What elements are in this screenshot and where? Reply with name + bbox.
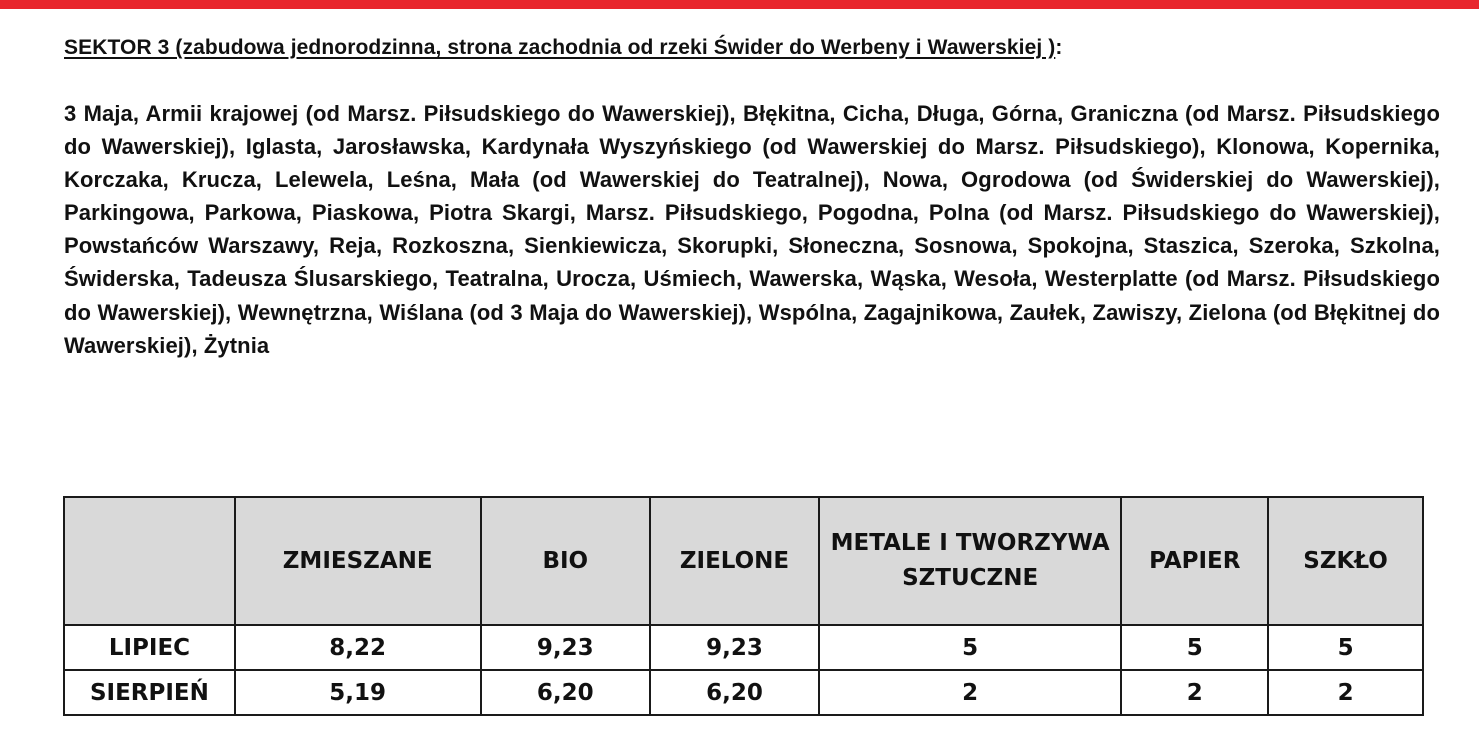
sector-heading-text: SEKTOR 3 (zabudowa jednorodzinna, strona zachodnia od rzeki Świder do Werbeny i Wawerskiej ) (64, 36, 1056, 59)
header-cell-bio: BIO (481, 497, 651, 625)
table-row (64, 670, 1423, 715)
date-cell-zielone: 6,20 (650, 670, 819, 715)
table-row (64, 625, 1423, 670)
date-cell-zmieszane: 8,22 (235, 625, 481, 670)
sector-heading (64, 36, 1062, 60)
sector-heading-colon: : (1055, 36, 1063, 59)
street-list: 3 Maja, Armii krajowej (od Marsz. Piłsudskiego do Wawerskiej), Błękitna, Cicha, Długa, Górna, Graniczna (od Marsz. Piłsudskiego do Wawerskiej), Iglasta, Jarosławska, Kardynała Wyszyńskiego (od Wawerskiej do Marsz. Piłsudskiego), Klonowa, Kopernika, Korczaka, Krucza, Lelewela, Leśna, Mała (od Wawerskiej do Teatralnej), Nowa, Ogrodowa (od Świderskiej do Wawerskiej), Parkingowa, Parkowa, Piaskowa, Piotra Skargi, Marsz. Piłsudskiego, Pogodna, Polna (od Marsz. Piłsudskiego do Wawerskiej), Powstańców Warszawy, Reja, Rozkoszna, Sienkiewicza, Skorupki, Słoneczna, Sosnowa, Spokojna, Staszica, Szeroka, Szkolna, Świderska, Tadeusza Ślusarskiego, Teatralna, Urocza, Uśmiech, Wawerska, Wąska, Wesoła, Westerplatte (od Marsz. Piłsudskiego do Wawerskiej), Wewnętrzna, Wiślana (od 3 Maja do Wawerskiej), Wspólna, Zagajnikowa, Zaułek, Zawiszy, Zielona (od Błękitnej do Wawerskiej), Żytnia (64, 101, 1440, 358)
top-red-bar (0, 0, 1479, 9)
date-cell-szklo: 5 (1268, 625, 1423, 670)
header-cell-metale: METALE I TWORZYWA SZTUCZNE (819, 497, 1121, 625)
collection-schedule-table (63, 496, 1424, 716)
date-cell-szklo: 2 (1268, 670, 1423, 715)
header-cell-empty (64, 497, 235, 625)
date-cell-zielone: 9,23 (650, 625, 819, 670)
date-cell-papier: 5 (1121, 625, 1268, 670)
date-cell-papier: 2 (1121, 670, 1268, 715)
date-cell-bio: 6,20 (481, 670, 651, 715)
date-cell-bio: 9,23 (481, 625, 651, 670)
header-cell-szklo: SZKŁO (1268, 497, 1423, 625)
date-cell-metale: 2 (819, 670, 1121, 715)
header-cell-zielone: ZIELONE (650, 497, 819, 625)
month-cell: LIPIEC (64, 625, 235, 670)
header-cell-papier: PAPIER (1121, 497, 1268, 625)
month-cell: SIERPIEŃ (64, 670, 235, 715)
table-header-row (64, 497, 1423, 625)
header-cell-zmieszane: ZMIESZANE (235, 497, 481, 625)
date-cell-zmieszane: 5,19 (235, 670, 481, 715)
date-cell-metale: 5 (819, 625, 1121, 670)
